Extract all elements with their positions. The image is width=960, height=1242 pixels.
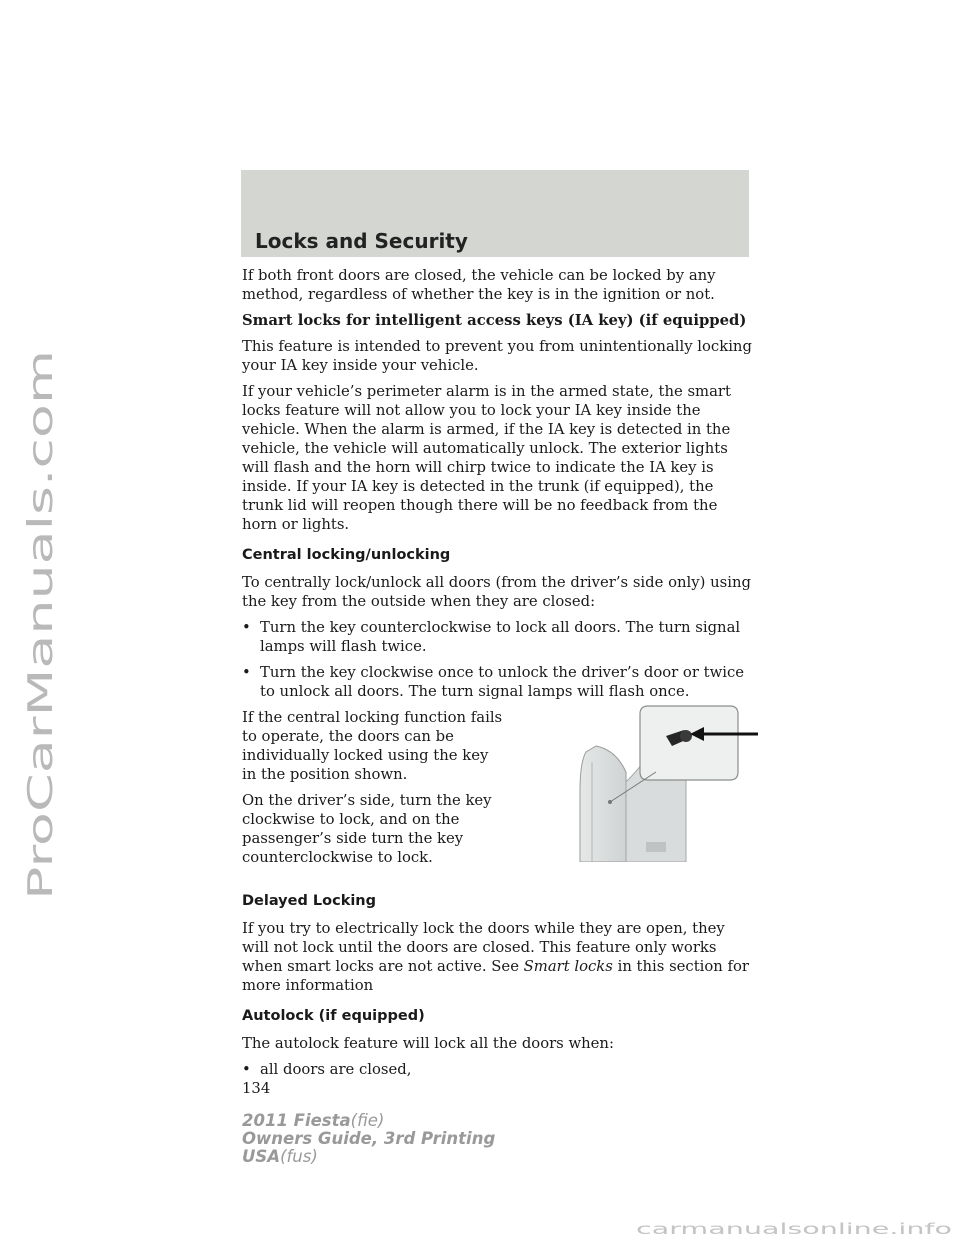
list-item-text: Turn the key counterclockwise to lock all doors. The turn signal lamps will flash twice. <box>260 619 741 655</box>
side-watermark-text: ProCarManuals.com <box>21 562 61 900</box>
paragraph-smart-locks-alarm: If your vehicle’s perimeter alarm is in the armed state, the smart locks feature will not allow you to lock your IA key inside the vehicle. When the alarm is armed, if the IA key is detected in the vehicle, the vehicle will automatically unlock. The exterior lights will flash and the horn will chirp twice to indicate the IA key is inside. If your IA key is detected in the trunk (if equipped), the trunk lid will reopen though there will be no feedback from the horn or lights. <box>242 383 731 533</box>
delayed-text-b: in this section for more information <box>242 958 749 994</box>
paragraph-driver-side: On the driver’s side, turn the key clockwise to lock, and on the passenger’s side turn the key counterclockwise to lock. <box>242 792 492 866</box>
list-item <box>242 1060 752 1079</box>
page-content <box>242 266 752 1098</box>
list-item-text: Turn the key clockwise once to unlock the driver’s door or twice to unlock all doors. The turn signal lamps will flash once. <box>260 664 745 700</box>
document-footer <box>242 1112 495 1166</box>
footer-line-market <box>242 1148 495 1166</box>
delayed-text-a: If you try to electrically lock the doors while they are open, they will not lock until the doors are closed. This feature only works when smart locks are not active. See <box>242 920 725 975</box>
list-item <box>242 663 752 701</box>
section-title: Locks and Security <box>255 229 468 253</box>
bullet-marker: • <box>242 1061 251 1078</box>
door-lock-illustration <box>566 702 762 862</box>
bullet-marker: • <box>242 664 251 681</box>
footer-guide: Owners Guide, 3rd Printing <box>242 1129 496 1148</box>
delayed-locking-heading: Delayed Locking <box>242 893 377 909</box>
list-item <box>242 618 752 656</box>
smart-locks-heading: Smart locks for intelligent access keys (IA key) (if equipped) <box>242 312 747 329</box>
paragraph-delayed-locking <box>242 919 752 995</box>
footer-model: 2011 Fiesta <box>242 1111 351 1130</box>
footer-line-model <box>242 1112 495 1130</box>
bottom-watermark <box>636 1220 954 1238</box>
side-watermark <box>8 345 68 900</box>
paragraph-doors-closed: If both front doors are closed, the vehicle can be locked by any method, regardless of whether the key is in the ignition or not. <box>242 267 716 303</box>
bullet-marker: • <box>242 619 251 636</box>
footer-market: USA <box>242 1147 281 1166</box>
paragraph-central-locking: To centrally lock/unlock all doors (from the driver’s side only) using the key from the outside when they are closed: <box>242 574 751 610</box>
paragraph-autolock: The autolock feature will lock all the doors when: <box>242 1035 614 1052</box>
autolock-heading: Autolock (if equipped) <box>242 1008 425 1024</box>
paragraph-central-fails: If the central locking function fails to operate, the doors can be individually locked using the key in the position shown. <box>242 709 503 783</box>
key-position-text <box>242 708 504 874</box>
footer-model-code: (fie) <box>350 1111 385 1130</box>
page-number: 134 <box>242 1080 271 1097</box>
section-header <box>241 170 749 257</box>
key-position-section <box>242 708 752 874</box>
footer-market-code: (fus) <box>280 1147 318 1166</box>
bottom-watermark-text: carmanualsonline.info <box>636 1220 952 1238</box>
smart-locks-reference: Smart locks <box>523 958 613 975</box>
central-locking-heading: Central locking/unlocking <box>242 547 451 563</box>
paragraph-smart-locks-intro: This feature is intended to prevent you from unintentionally locking your IA key inside your vehicle. <box>242 338 752 374</box>
list-item-text: all doors are closed, <box>260 1061 412 1078</box>
